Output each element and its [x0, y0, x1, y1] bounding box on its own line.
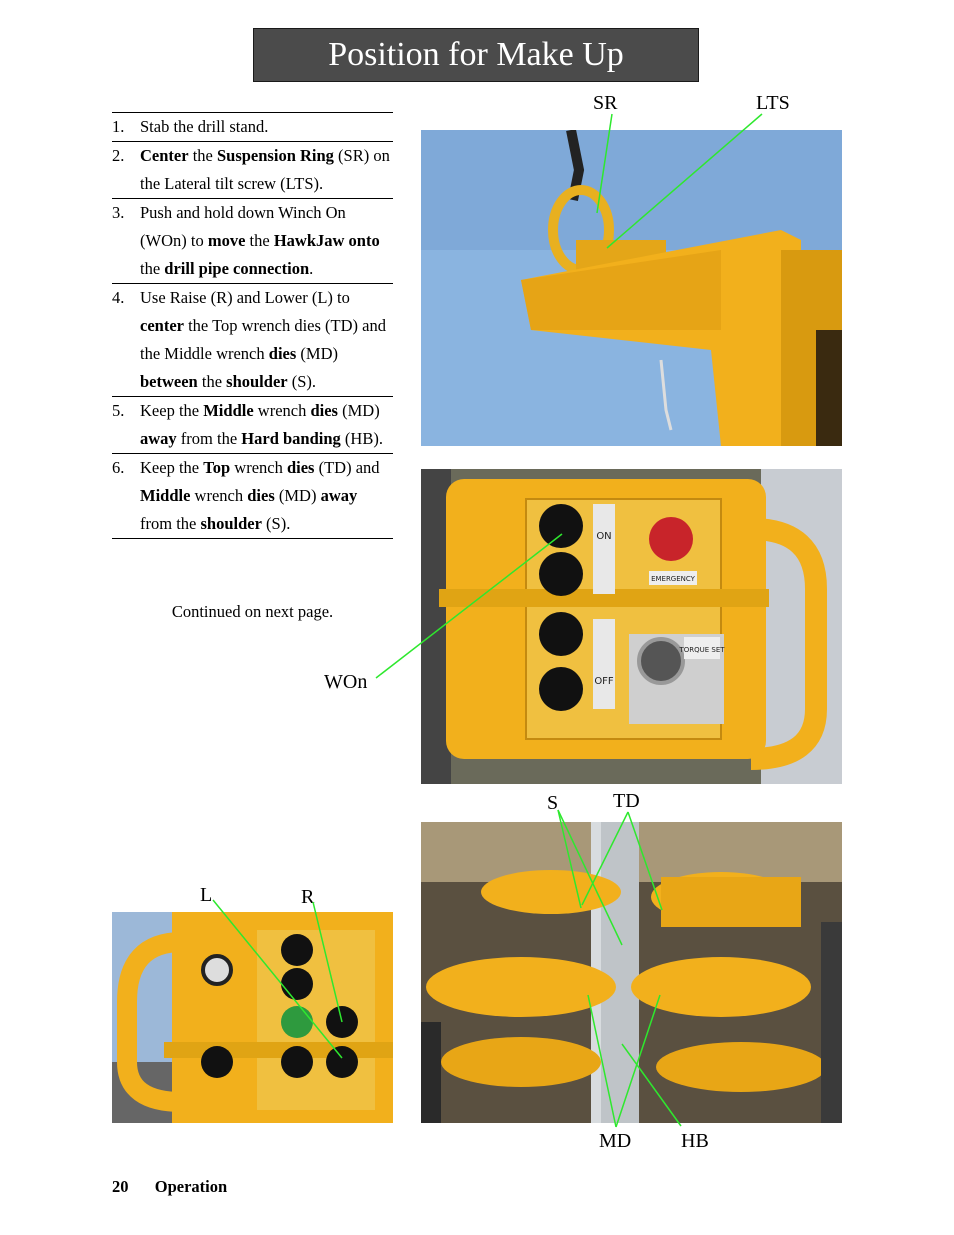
step-text-segment: . — [309, 259, 314, 278]
label-md: MD — [599, 1130, 632, 1152]
step-text — [140, 199, 393, 283]
page-number: 20 — [112, 1177, 129, 1196]
label-lts: LTS — [756, 92, 790, 114]
step-text-bold: away — [320, 486, 358, 505]
step-text-segment: from the — [140, 514, 201, 533]
step-text-segment: (MD) — [274, 486, 321, 505]
step-text-bold: shoulder — [226, 372, 288, 391]
steps-table — [112, 112, 393, 539]
on-text: ON — [596, 531, 612, 542]
step-text-segment: Stab the drill stand. — [140, 117, 269, 136]
step-text-bold: between — [140, 372, 198, 391]
step-text-segment: Keep the — [140, 401, 204, 420]
photo-wrench-dies — [421, 822, 842, 1123]
emergency-text: EMERGENCY — [651, 575, 695, 583]
step-text-segment: the — [188, 146, 217, 165]
step-text-bold: HawkJaw onto — [273, 231, 380, 250]
step-text-bold: move — [207, 231, 246, 250]
step-text-segment: Push and hold down Winch On (WOn) to — [140, 203, 346, 250]
step-number: 4. — [112, 288, 125, 307]
torque-set-text: TORQUE SET — [679, 646, 725, 654]
step-text-bold: Top — [203, 458, 231, 477]
step-row — [112, 397, 393, 454]
step-text-bold: center — [140, 316, 184, 335]
step-text-bold: dies — [286, 458, 315, 477]
step-row — [112, 284, 393, 397]
step-row — [112, 142, 393, 199]
step-text-segment: (TD) and — [314, 458, 380, 477]
step-text-bold: drill pipe connection — [164, 259, 310, 278]
section-name: Operation — [154, 1177, 228, 1196]
step-text-segment: (MD) — [296, 344, 338, 363]
step-text-bold: Hard banding — [241, 429, 341, 448]
step-text — [140, 397, 393, 453]
label-td: TD — [613, 790, 640, 812]
step-text — [140, 284, 393, 396]
step-text-segment: from the — [176, 429, 242, 448]
step-text-bold: shoulder — [200, 514, 262, 533]
step-text-segment: the — [140, 259, 165, 278]
step-text-segment: (HB). — [340, 429, 383, 448]
label-r: R — [301, 886, 315, 908]
step-row — [112, 113, 393, 142]
step-text-segment: (S). — [261, 514, 291, 533]
step-text-segment: the — [245, 231, 274, 250]
photo-suspension-ring — [421, 130, 842, 446]
page-footer — [112, 1177, 227, 1197]
step-text-segment: wrench — [190, 486, 248, 505]
label-sr: SR — [593, 92, 618, 114]
step-text-segment: (SR) on the Lateral tilt screw (LTS). — [140, 146, 390, 193]
page-title-box — [253, 28, 699, 82]
step-text-bold: Center — [140, 146, 189, 165]
step-text-segment: (S). — [287, 372, 317, 391]
page-title: Position for Make Up — [328, 36, 624, 73]
step-text — [140, 113, 393, 141]
step-number: 5. — [112, 401, 125, 420]
step-text — [140, 454, 393, 538]
step-text-bold: Middle — [203, 401, 254, 420]
step-number: 6. — [112, 458, 125, 477]
label-hb: HB — [681, 1130, 709, 1152]
step-text-segment: Use Raise (R) and Lower (L) to — [140, 288, 350, 307]
step-text-bold: Suspension Ring — [216, 146, 334, 165]
step-number: 1. — [112, 117, 125, 136]
photo-raise-lower-panel — [112, 912, 393, 1123]
step-text-bold: dies — [310, 401, 338, 420]
step-text-segment: (MD) — [337, 401, 380, 420]
step-row — [112, 199, 393, 284]
step-number: 3. — [112, 203, 125, 222]
step-text-segment: wrench — [253, 401, 311, 420]
step-text-segment: wrench — [230, 458, 287, 477]
step-row — [112, 454, 393, 539]
step-number: 2. — [112, 146, 125, 165]
step-text-segment: Keep the — [140, 458, 204, 477]
label-l: L — [200, 884, 213, 906]
step-text-bold: dies — [268, 344, 297, 363]
step-text — [140, 142, 393, 198]
step-text-bold: dies — [247, 486, 275, 505]
step-text-segment: the — [197, 372, 227, 391]
label-s: S — [547, 792, 559, 814]
continued-note: Continued on next page. — [171, 602, 334, 621]
step-text-bold: away — [140, 429, 177, 448]
step-text-bold: Middle — [140, 486, 191, 505]
photo-control-box — [421, 469, 842, 784]
label-won: WOn — [324, 671, 368, 693]
off-text: OFF — [594, 676, 614, 687]
step-text-segment: the Top wrench dies (TD) and the Middle wrench — [140, 316, 386, 363]
